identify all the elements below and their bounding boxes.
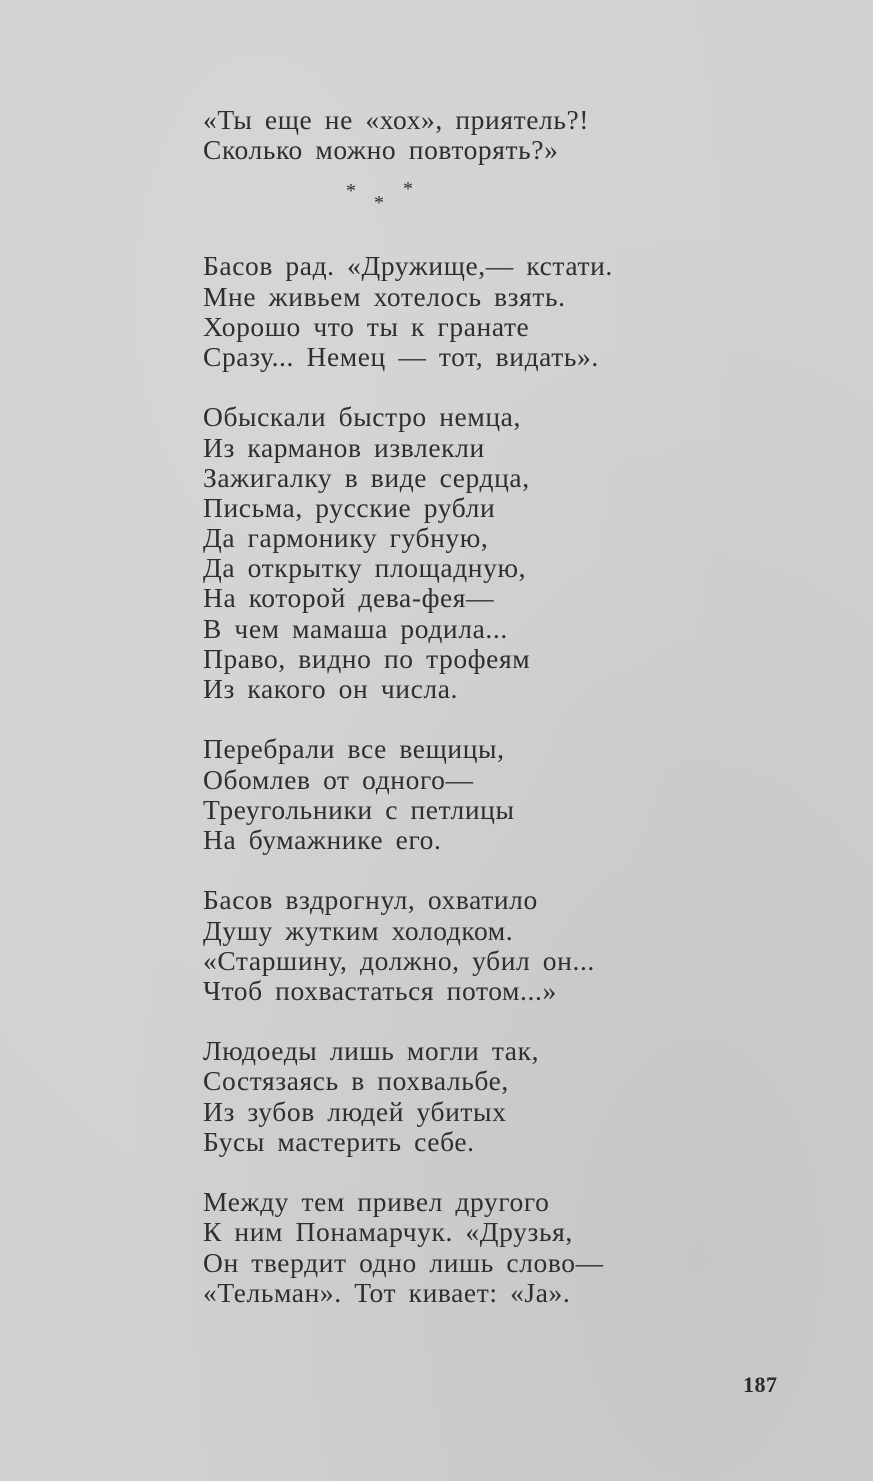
poem-line: Сколько можно повторять?» bbox=[203, 134, 559, 166]
poem-line: Обыскали быстро немца, bbox=[203, 401, 521, 433]
asterisk: * bbox=[346, 180, 357, 203]
poem-line: Басов вздрогнул, охватило bbox=[203, 884, 538, 916]
poem-line: На которой дева-фея— bbox=[203, 582, 495, 614]
poem-line: «Старшину, должно, убил он... bbox=[203, 944, 595, 976]
page-number: 187 bbox=[743, 1372, 778, 1397]
poem-line: Между тем привел другого bbox=[203, 1186, 550, 1218]
poem-line: Он твердит одно лишь слово— bbox=[203, 1246, 604, 1278]
poem-line: Басов рад. «Дружище,— кстати. bbox=[203, 250, 613, 282]
stanza-3 bbox=[203, 402, 683, 704]
poem-line: Да открытку площадную, bbox=[203, 552, 527, 584]
stanza-6 bbox=[203, 1036, 683, 1157]
poem-line: Состязаясь в похвальбе, bbox=[203, 1065, 509, 1097]
poem-line: Чтоб похвастаться потом...» bbox=[203, 974, 557, 1006]
poem-line: Из какого он числа. bbox=[203, 673, 458, 704]
poem-line: Право, видно по трофеям bbox=[203, 642, 531, 674]
poem-line: Письма, русские рубли bbox=[203, 491, 496, 523]
poem-line: Сразу... Немец — тот, видать». bbox=[203, 340, 599, 372]
poem-line: Зажигалку в виде сердца, bbox=[203, 461, 530, 493]
poem-line: Треугольники с петлицы bbox=[203, 793, 515, 825]
poem-line: Бусы мастерить себе. bbox=[203, 1125, 475, 1157]
poem-line: На бумажнике его. bbox=[203, 823, 442, 855]
poem-line: Обомлев от одного— bbox=[203, 763, 474, 795]
poem-line: К ним Понамарчук. «Друзья, bbox=[203, 1216, 573, 1248]
poem-line: «Ты еще не «хох», приятель?! bbox=[203, 104, 590, 135]
stanza-1 bbox=[203, 105, 683, 165]
poem-line: Из карманов извлекли bbox=[203, 431, 485, 463]
stanza-7 bbox=[203, 1187, 683, 1308]
poem-line: В чем мамаша родила... bbox=[203, 612, 508, 644]
stanza-4 bbox=[203, 734, 683, 855]
stanza-2 bbox=[203, 251, 683, 372]
asterisk: * bbox=[403, 178, 414, 201]
poem-line: Людоеды лишь могли так, bbox=[203, 1035, 540, 1067]
poem-line: Душу жутким холодком. bbox=[203, 914, 514, 946]
stanza-5 bbox=[203, 885, 683, 1006]
asterisk: * bbox=[374, 192, 385, 215]
stanza-separator bbox=[203, 179, 683, 237]
poem-line: «Тельман». Тот кивает: «Ja». bbox=[203, 1276, 571, 1308]
poem-text bbox=[203, 105, 683, 1308]
poem-line: Мне живьем хотелось взять. bbox=[203, 280, 566, 312]
poem-line: Из зубов людей убитых bbox=[203, 1095, 507, 1127]
poem-line: Перебрали все вещицы, bbox=[203, 733, 505, 765]
poem-line: Хорошо что ты к гранате bbox=[203, 310, 530, 342]
poem-line: Да гармонику губную, bbox=[203, 522, 489, 554]
